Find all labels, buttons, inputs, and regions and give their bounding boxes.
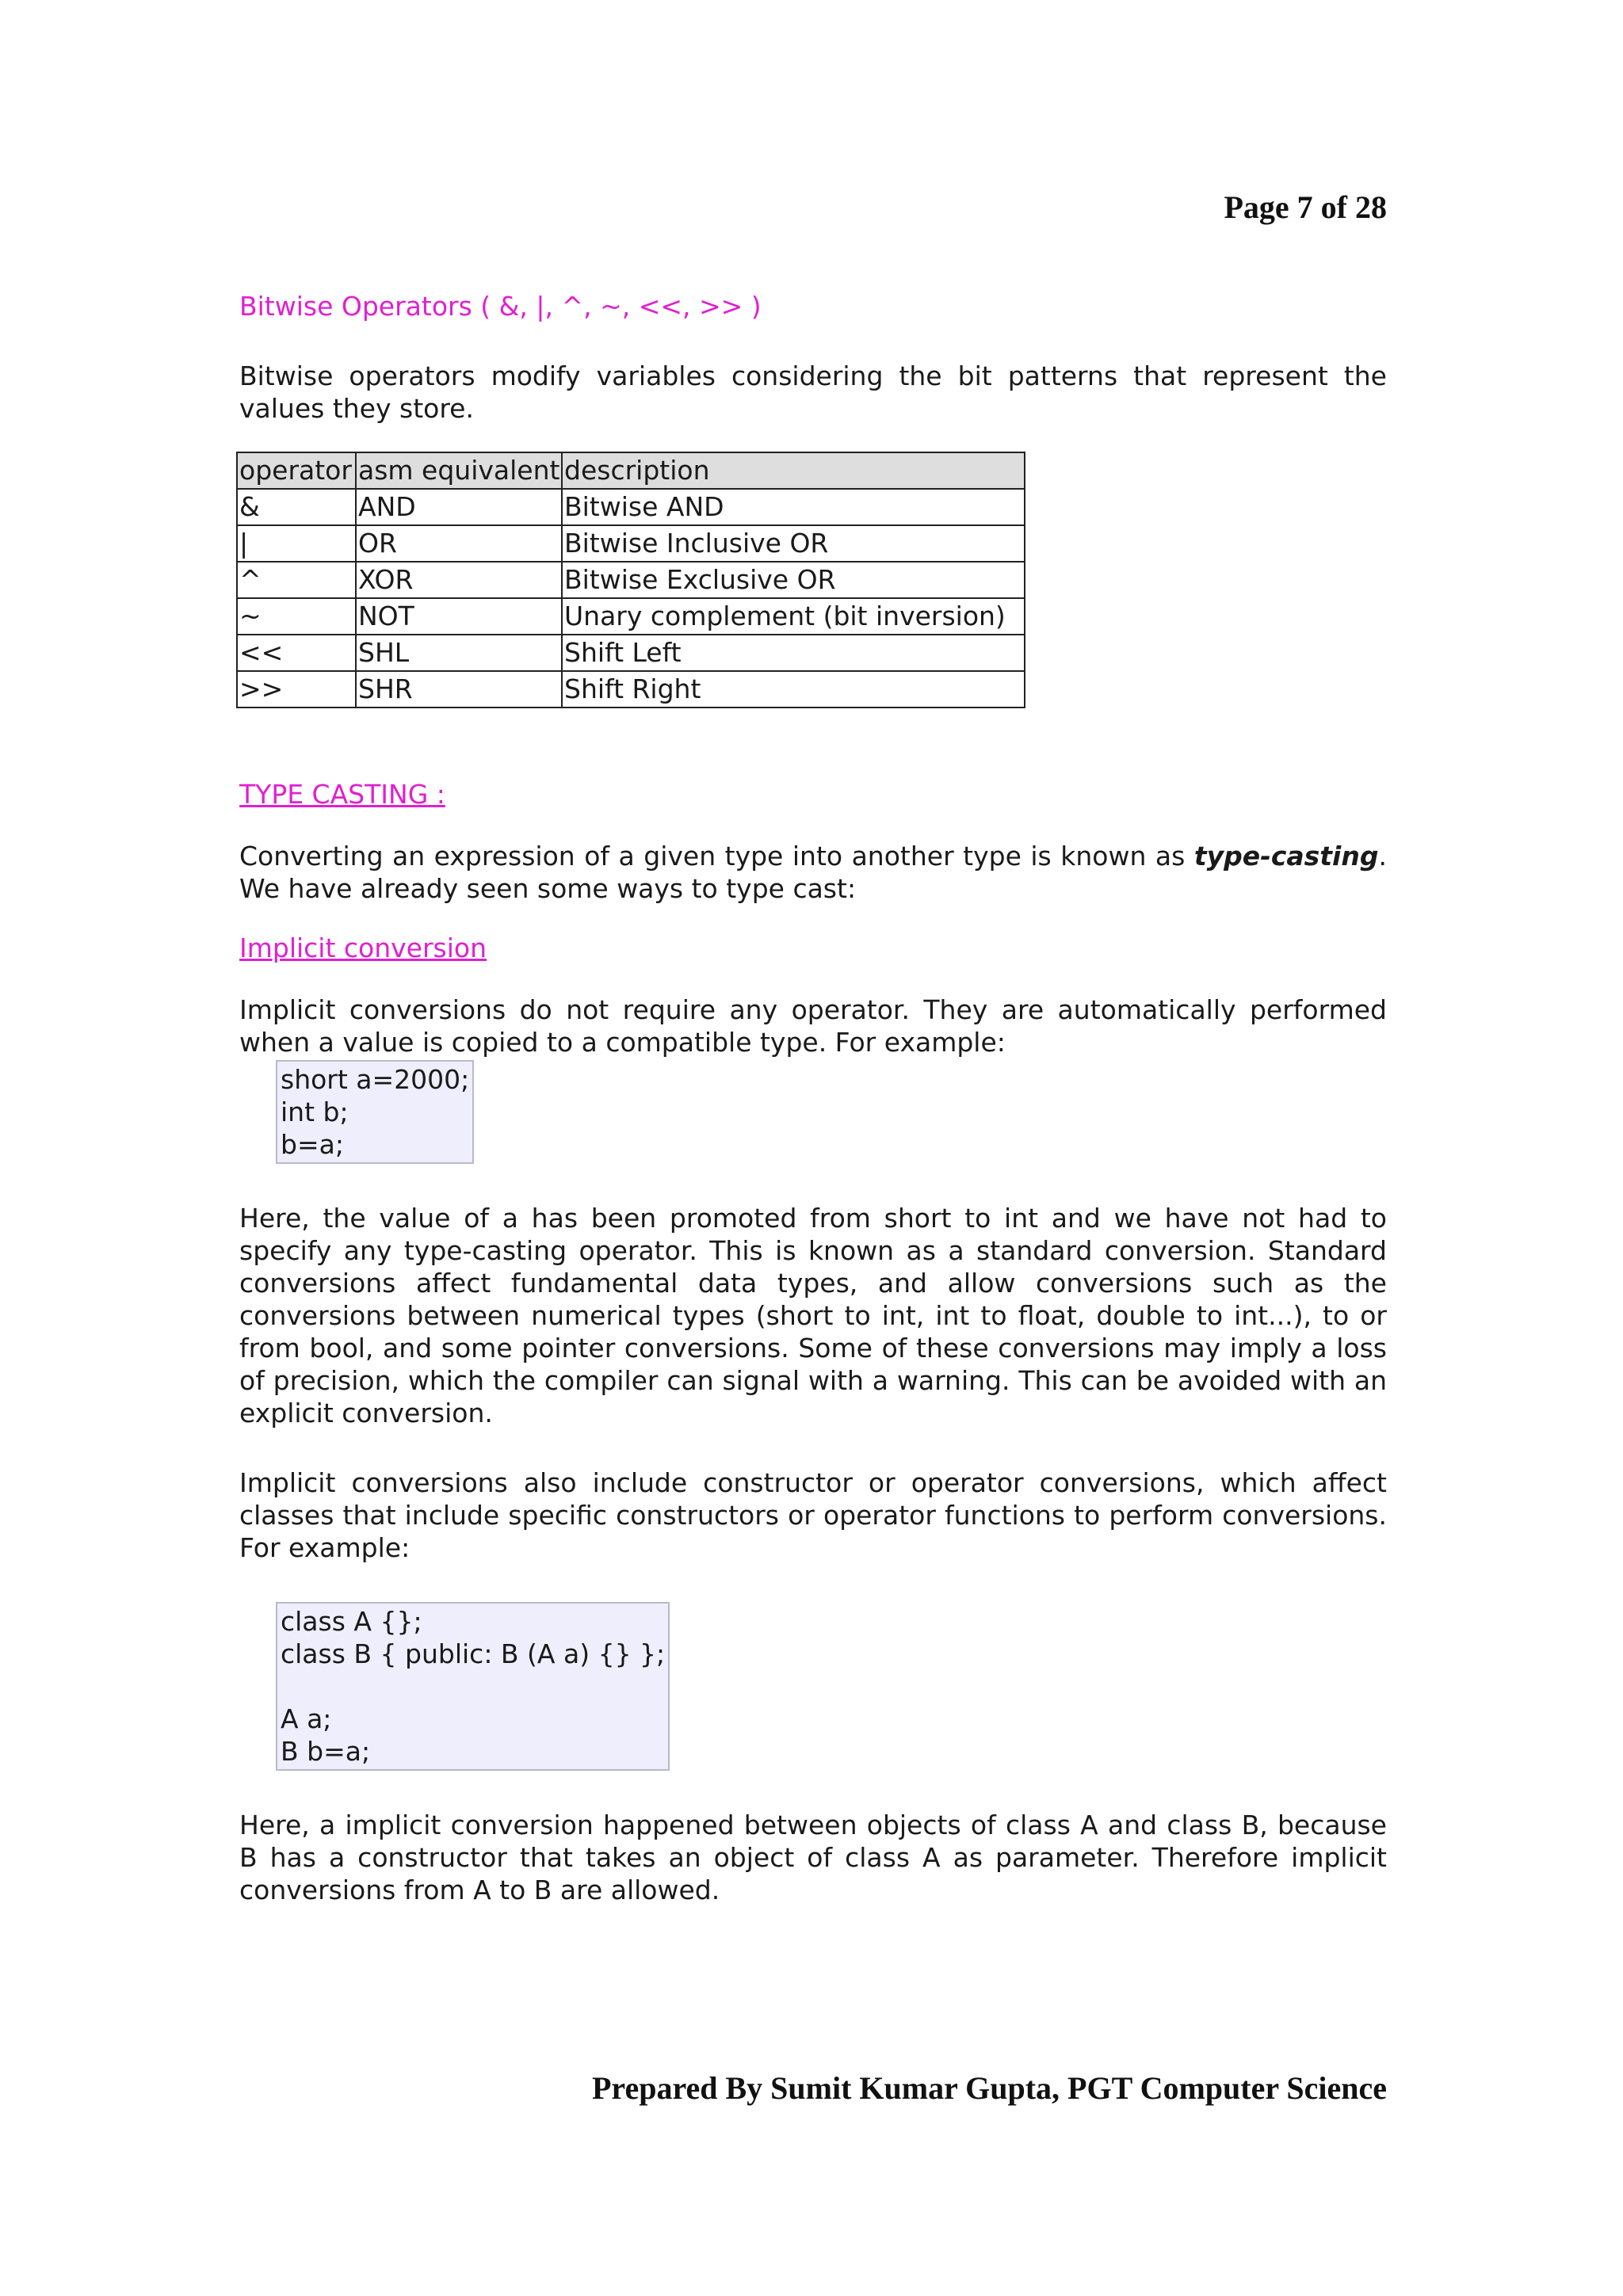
page-number: Page 7 of 28: [1224, 189, 1387, 225]
asm-cell: SHR: [356, 671, 562, 707]
description-cell: Unary complement (bit inversion): [562, 598, 1025, 635]
type-casting-intro: [239, 840, 1387, 905]
bitwise-intro: Bitwise operators modify variables considering the bit patterns that represent the values they store.: [239, 360, 1387, 424]
implicit-paragraph-2: Here, the value of a has been promoted from short to int and we have not had to specify any type-casting operator. This is known as a standard conversion. Standard conversions affect fundamental data types, and allow conversions such as the conversions between numerical types (short to int, int to float, double to int...), to or from bool, and some pointer conversions. Some of these conversions may imply a loss of precision, which the compiler can signal with a warning. This can be avoided with an explicit conversion.: [239, 1203, 1387, 1428]
type-casting-term: type-casting: [1193, 841, 1379, 871]
code-line: class A {};: [281, 1606, 422, 1637]
code-line: A a;: [281, 1703, 332, 1734]
table-row: [237, 489, 1025, 525]
asm-cell: AND: [356, 489, 562, 525]
operator-cell: |: [237, 525, 356, 562]
column-header-asm: asm equivalent: [356, 452, 562, 489]
page-content: [239, 287, 1387, 1906]
code-line: short a=2000;: [281, 1064, 470, 1095]
table-row: [237, 525, 1025, 562]
code-line: int b;: [281, 1097, 349, 1127]
operator-cell: ^: [237, 562, 356, 598]
operator-cell: >>: [237, 671, 356, 707]
column-header-operator: operator: [237, 452, 356, 489]
description-cell: Bitwise Exclusive OR: [562, 562, 1025, 598]
table-row: [237, 671, 1025, 707]
operator-cell: &: [237, 489, 356, 525]
operator-cell: ~: [237, 598, 356, 635]
implicit-paragraph-3: Implicit conversions also include constructor or operator conversions, which affect classes that include specific constructors or operator functions to perform conversions. For example:: [239, 1467, 1387, 1563]
description-cell: Shift Left: [562, 635, 1025, 671]
type-casting-intro-text: Converting an expression of a given type into another type is known as: [239, 841, 1194, 871]
table-row: [237, 562, 1025, 598]
asm-cell: NOT: [356, 598, 562, 635]
code-line: b=a;: [281, 1129, 344, 1160]
table-row: [237, 598, 1025, 635]
table-row: [237, 635, 1025, 671]
code-line: class B { public: B (A a) {} };: [281, 1638, 666, 1669]
column-header-description: description: [562, 452, 1025, 489]
implicit-paragraph-4: Here, a implicit conversion happened between objects of class A and class B, because B has a constructor that takes an object of class A as parameter. Therefore implicit conversions from A to B are allowed.: [239, 1810, 1387, 1905]
table-header-row: [237, 452, 1025, 489]
footer-credit: Prepared By Sumit Kumar Gupta, PGT Computer Science: [592, 2070, 1387, 2106]
bitwise-operators-heading: Bitwise Operators ( &, |, ^, ~, <<, >> ): [239, 291, 762, 322]
asm-cell: OR: [356, 525, 562, 562]
type-casting-intro-rest: . We have already seen some ways to type cast:: [239, 841, 1387, 904]
bitwise-operators-table: [236, 452, 1025, 708]
description-cell: Bitwise AND: [562, 489, 1025, 525]
asm-cell: SHL: [356, 635, 562, 671]
description-cell: Bitwise Inclusive OR: [562, 525, 1025, 562]
code-block-1: [276, 1060, 474, 1164]
implicit-conversion-heading: Implicit conversion: [239, 933, 487, 963]
code-line: B b=a;: [281, 1736, 371, 1767]
type-casting-heading: TYPE CASTING :: [239, 779, 445, 810]
asm-cell: XOR: [356, 562, 562, 598]
operator-cell: <<: [237, 635, 356, 671]
implicit-paragraph-1: Implicit conversions do not require any operator. They are automatically performed when a value is copied to a compatible type. For example:: [239, 994, 1387, 1058]
description-cell: Shift Right: [562, 671, 1025, 707]
code-line: [281, 1670, 665, 1703]
code-block-2: [276, 1602, 670, 1771]
